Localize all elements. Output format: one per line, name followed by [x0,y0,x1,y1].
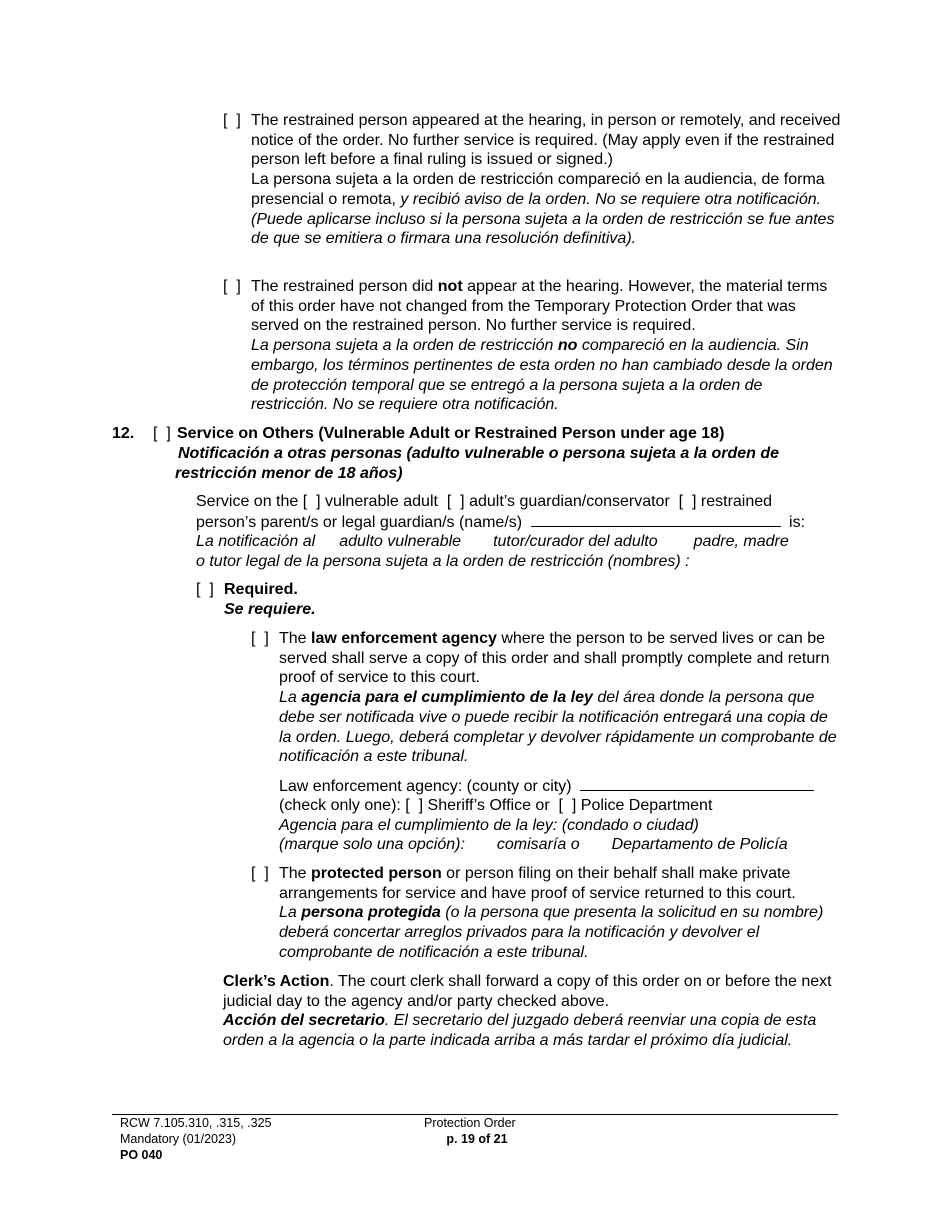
checkbox-guardian[interactable]: [ ] [446,493,465,510]
option-appeared-hearing-es: La persona sujeta a la orden de restricción compareció en la audiencia, de forma presencial o remota, y recibió aviso de la orden. No se requiere otra notificación. (Puede aplicarse incluso si la persona sujeta a la orden de restricción se fue antes de que se emitiera o firmara una resolución definitiva). [251,171,835,248]
checkbox-service-on-others[interactable]: [ ] [153,425,171,442]
agency-county-city-field[interactable] [580,776,814,791]
parents-line: person’s parent/s or legal guardian/s (name/s) is: [196,514,806,531]
option-did-not-appear-en: The restrained person did not appear at the hearing. However, the material terms of this order have not changed from the Temporary Protection Order that was served on the restrained person. No further service is required. [251,278,828,335]
clerks-action [223,972,843,1051]
checkbox-did-not-appear[interactable]: [ ] [223,278,241,295]
service-on-line-es: La notificación al adulto vulnerable tutor/curador del adulto padre, madre [196,533,789,550]
footer-rcw: RCW 7.105.310, .315, .325 [120,1116,272,1130]
required-label: Required. [224,581,298,598]
service-on-line-es-2: o tutor legal de la persona sujeta a la orden de restricción (nombres) : [196,553,690,570]
agency-type-line: (check only one): [ ] Sheriff’s Office or [ ] Police Department [279,797,713,814]
option-law-enforcement-es: La agencia para el cumplimiento de la ley del área donde la persona que debe ser notificada vive o puede recibir la notificación entregará una copia de la orden. Luego, deberá completar y devolver rápidamente un comprobante de notificación a este tribunal. [279,689,837,766]
footer-mandatory: Mandatory (01/2023) [120,1132,237,1146]
footer-form-number: PO 040 [120,1148,163,1162]
agency-type-line-es: (marque solo una opción): comisaría o Departamento de Policía [279,836,788,853]
option-did-not-appear-es: La persona sujeta a la orden de restricción no compareció en la audiencia. Sin embargo, los términos pertinentes de esta orden no han cambiado desde la orden de protección temporal que se entregó a la persona sujeta a la orden de restricción. No se requiere otra notificación. [251,337,833,414]
option-appeared-hearing-en: The restrained person appeared at the hearing, in person or remotely, and received notice of the order. No further service is required. (May apply even if the restrained person left before a final ruling is issued or signed.) [251,112,841,169]
checkbox-appeared-hearing[interactable]: [ ] [223,112,241,129]
section-heading: Service on Others (Vulnerable Adult or Restrained Person under age 18) [177,425,725,442]
option-appeared-hearing [251,111,841,249]
section-heading-es: Notificación a otras personas (adulto vulnerable o persona sujeta a la orden de restricción menor de 18 años) [175,445,780,482]
checkbox-vulnerable-adult[interactable]: [ ] [302,493,321,510]
footer-title: Protection Order [424,1116,516,1130]
service-on-line: Service on the [ ] vulnerable adult [ ] adult’s guardian/conservator [ ] restrained [196,493,773,510]
agency-line: Law enforcement agency: (county or city) [279,776,839,797]
footer-center [424,1115,530,1147]
option-law-enforcement [279,629,837,767]
parents-name-field[interactable] [531,512,781,527]
clerks-action-es: Acción del secretario. El secretario del juzgado deberá reenviar una copia de esta orden a la agencia o la parte indicada arriba a más tardar el próximo día judicial. [223,1012,817,1050]
checkbox-sheriff[interactable]: [ ] [405,797,424,814]
option-did-not-appear [251,277,841,415]
checkbox-restrained-parent[interactable]: [ ] [678,493,697,510]
option-law-enforcement-en: The law enforcement agency where the person to be served lives or can be served shall serve a copy of this order and shall promptly complete and return proof of service to this court. [279,630,830,687]
checkbox-police[interactable]: [ ] [558,797,577,814]
option-protected-person [279,864,837,963]
section-number: 12. [112,425,135,442]
checkbox-protected-person[interactable]: [ ] [251,865,269,882]
footer-page: p. 19 of 21 [446,1132,508,1146]
agency-line-es: Agencia para el cumplimiento de la ley: (condado o ciudad) [279,817,699,834]
required-label-es: Se requiere. [224,601,316,618]
checkbox-law-enforcement[interactable]: [ ] [251,630,269,647]
checkbox-required[interactable]: [ ] [196,581,214,598]
footer-left [120,1115,271,1163]
option-protected-person-en: The protected person or person filing on their behalf shall make private arrangements for service and have proof of service returned to this court. [279,865,796,902]
option-protected-person-es: La persona protegida (o la persona que presenta la solicitud en su nombre) deberá concertar arreglos privados para la notificación y devolver el comprobante de notificación a este tribunal. [279,904,824,961]
clerks-action-en: Clerk’s Action. The court clerk shall forward a copy of this order on or before the next judicial day to the agency and/or party checked above. [223,973,832,1010]
